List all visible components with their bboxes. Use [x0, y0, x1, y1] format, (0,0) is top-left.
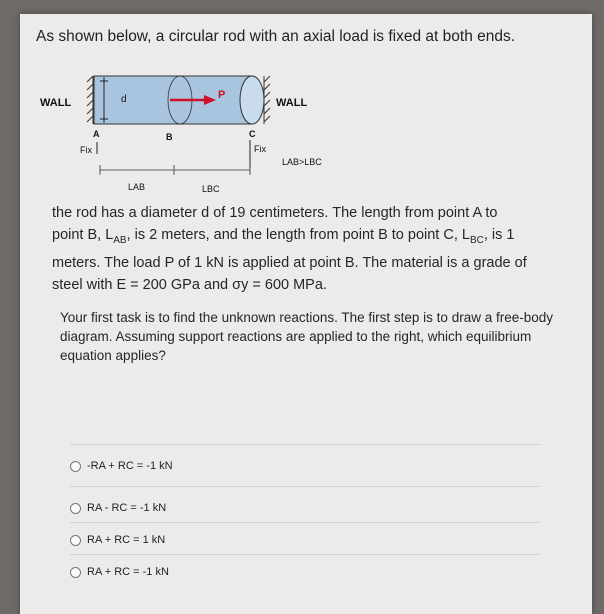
body-sub-ab: AB — [113, 234, 127, 246]
body-line-4: steel with E = 200 GPa and σy = 600 MPa. — [52, 276, 327, 293]
length-ab-label: LAB — [128, 182, 146, 192]
body-line-2b: , is 2 meters, and the length from point B to point C, L — [126, 227, 470, 243]
option-divider — [70, 522, 540, 523]
option-1-label: -RA + RC = -1 kN — [87, 460, 173, 472]
radio-button-4[interactable] — [70, 567, 81, 578]
radio-button-3[interactable] — [70, 535, 81, 546]
option-4[interactable] — [70, 562, 540, 582]
body-line-2a: point B, L — [52, 227, 114, 243]
question-text: As shown below, a circular rod with an axial load is fixed at both ends. — [36, 28, 516, 45]
right-wall-hatch — [264, 76, 270, 124]
fix-left-label: Fix — [80, 145, 92, 155]
option-2[interactable] — [70, 498, 540, 518]
load-label: P — [218, 89, 226, 101]
body-line-1: the rod has a diameter d of 19 centimeters. The length from point A to — [52, 205, 498, 221]
body-sub-bc: BC — [469, 234, 484, 246]
point-c-label: C — [249, 129, 256, 139]
option-divider — [70, 486, 540, 487]
length-relation-label: LAB>LBC — [282, 157, 322, 167]
point-b-label: B — [166, 132, 173, 142]
radio-button-2[interactable] — [70, 503, 81, 514]
left-wall-hatch — [87, 76, 93, 124]
dimension-lines — [100, 165, 250, 175]
body-line-2c: , is 1 — [483, 227, 515, 243]
point-a-label: A — [93, 129, 100, 139]
option-1[interactable] — [70, 456, 540, 476]
length-bc-label: LBC — [202, 184, 220, 194]
option-3-label: RA + RC = 1 kN — [87, 534, 166, 546]
wall-right-label: WALL — [276, 97, 308, 109]
option-divider — [70, 444, 540, 445]
option-4-label: RA + RC = -1 kN — [87, 566, 169, 578]
task-instruction: Your first task is to find the unknown reactions. The first step is to draw a free-body diagram. Assuming support reactions are applied to the right, which equilibrium equation applies? — [60, 310, 553, 363]
option-3[interactable] — [70, 530, 540, 550]
question-card — [20, 14, 592, 614]
diameter-label: d — [121, 94, 127, 105]
body-line-3: meters. The load P of 1 kN is applied at point B. The material is a grade of — [52, 254, 527, 271]
option-2-label: RA - RC = -1 kN — [87, 502, 167, 514]
option-divider — [70, 554, 540, 555]
wall-left-label: WALL — [40, 97, 72, 109]
rod-diagram — [20, 62, 592, 202]
problem-description — [52, 202, 572, 296]
fix-right-label: Fix — [254, 144, 266, 154]
radio-button-1[interactable] — [70, 461, 81, 472]
